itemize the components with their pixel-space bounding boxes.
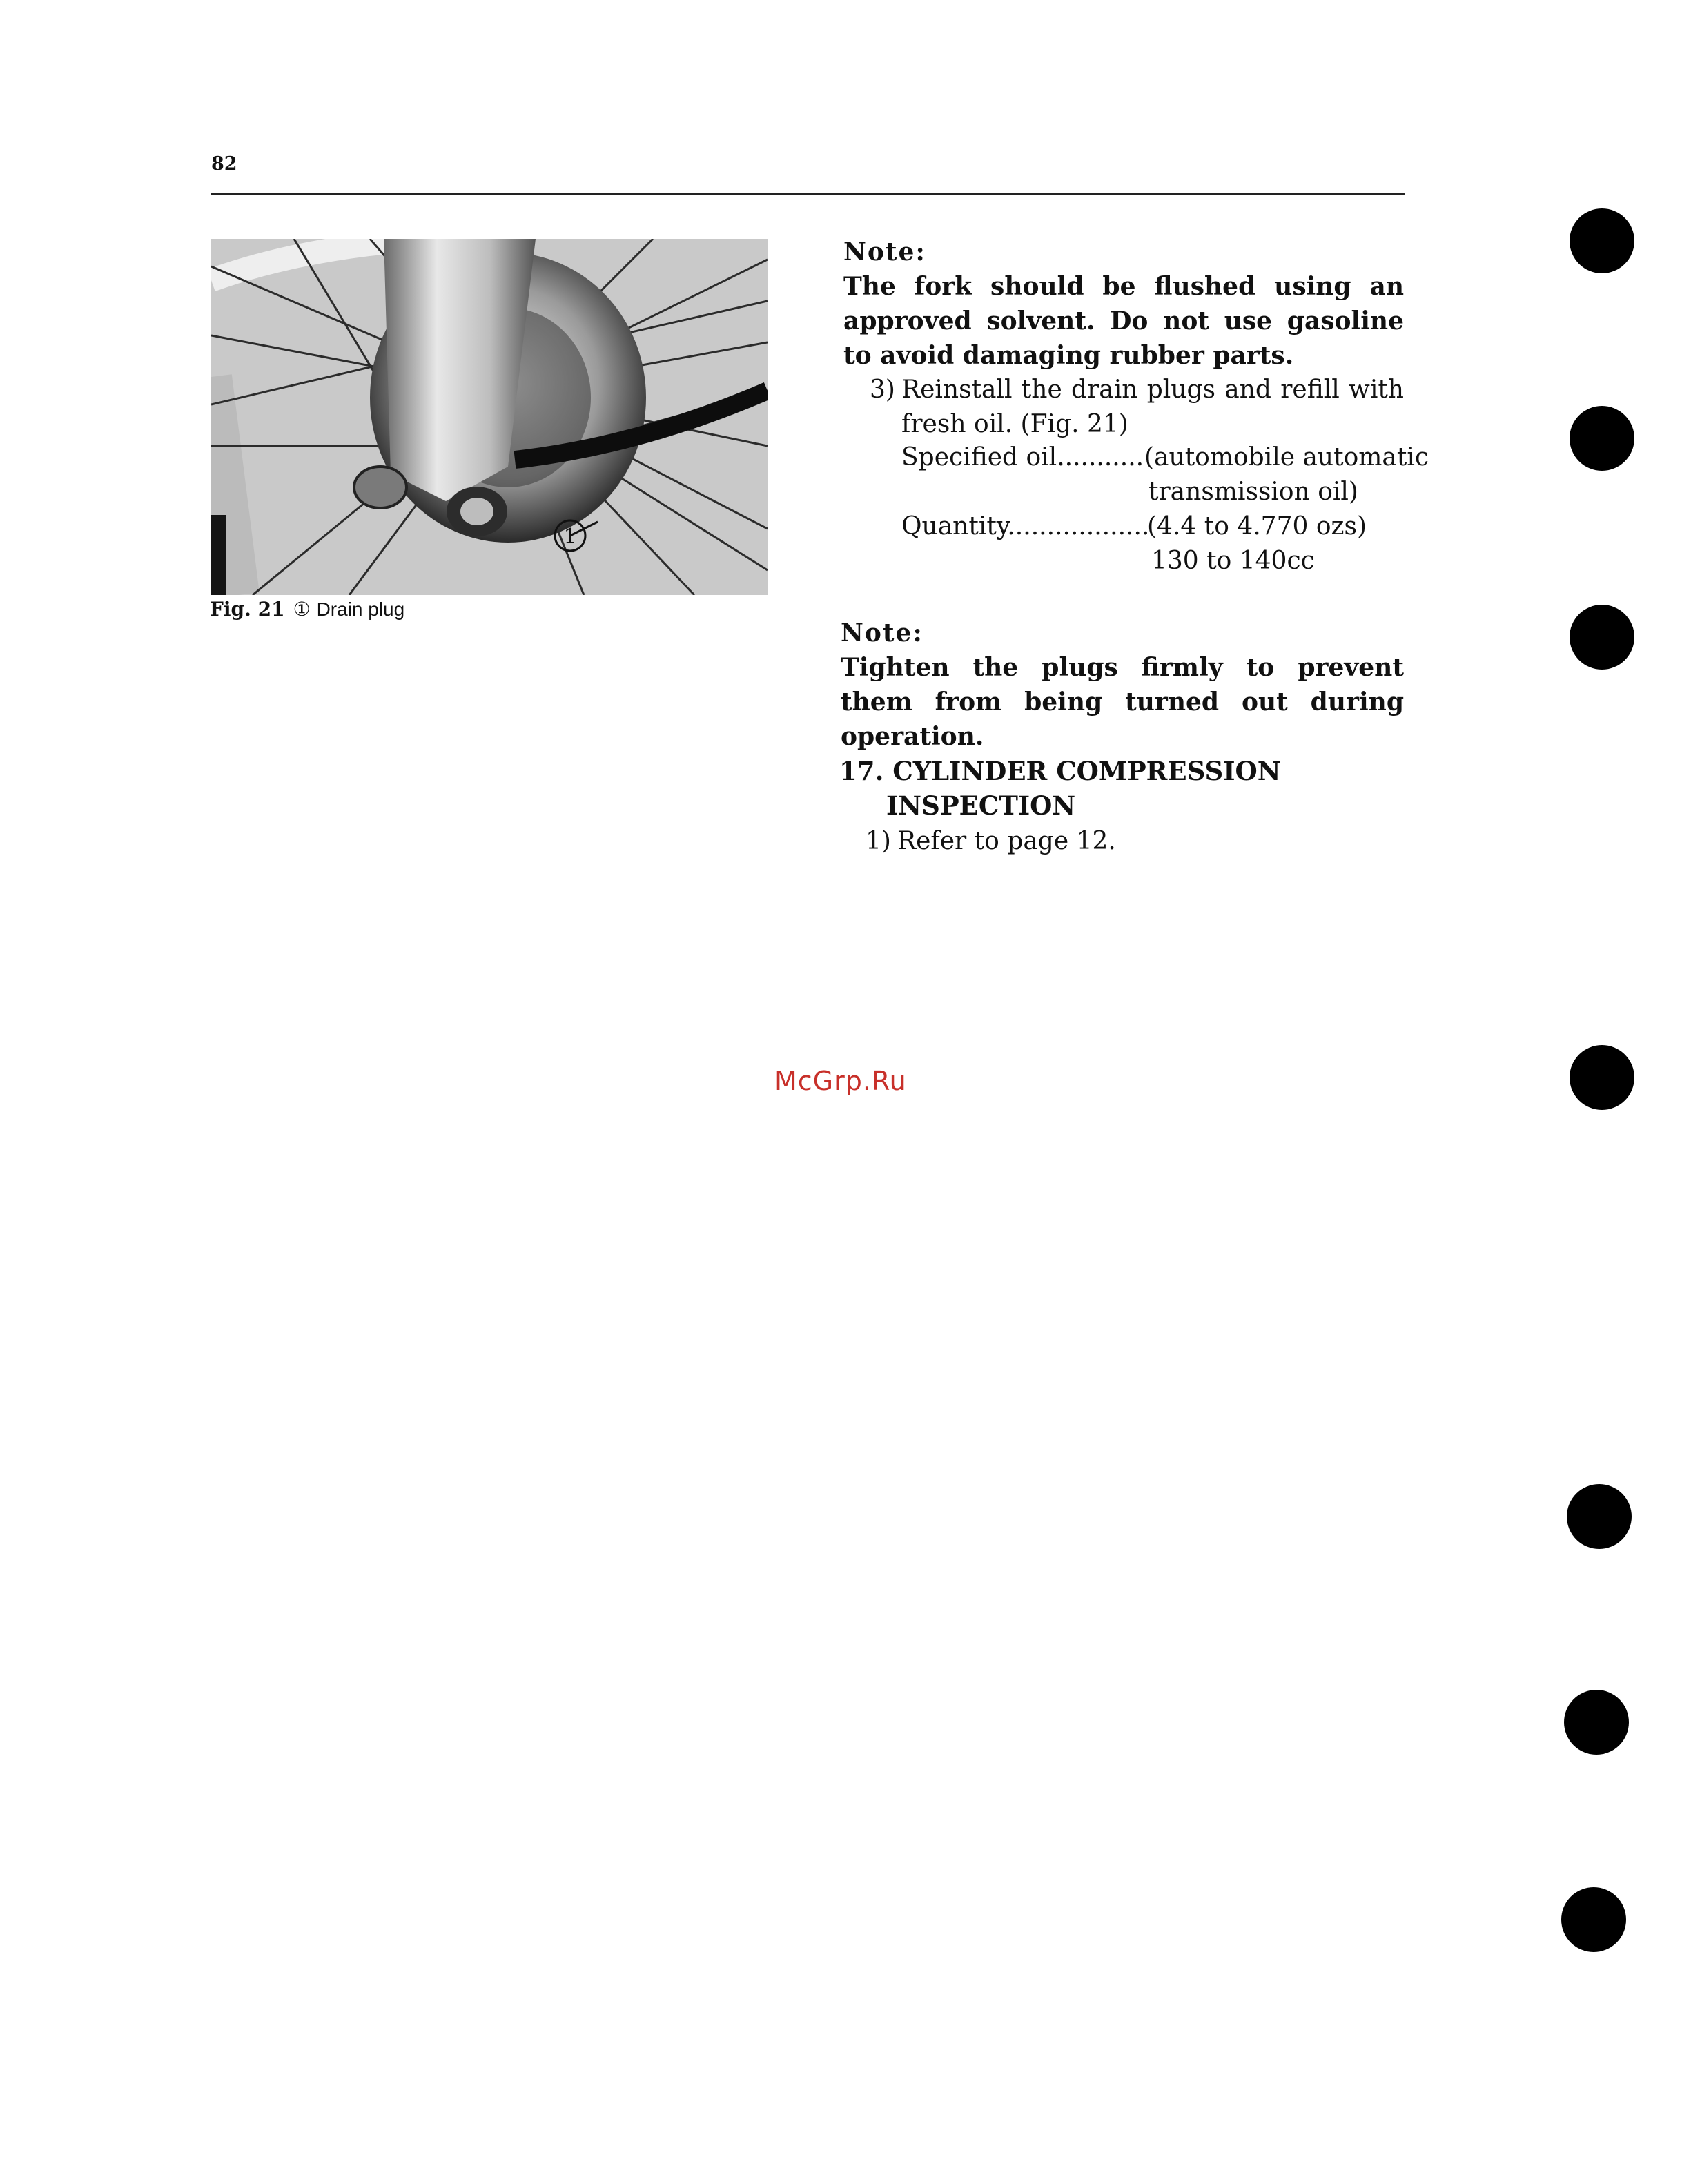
spec-oil-label: Specified oil........... (901, 443, 1144, 471)
figure-caption (210, 598, 404, 621)
binder-hole-6 (1564, 1690, 1629, 1755)
section-title-line-2: INSPECTION (886, 790, 1076, 821)
wheel-hub-photo-illustration (211, 239, 768, 595)
binder-hole-3 (1570, 605, 1634, 670)
section-17-heading (839, 754, 1364, 823)
binder-hole-2 (1570, 406, 1634, 471)
spec-quantity-label: Quantity.................. (901, 512, 1150, 540)
note-2-body: Tighten the plugs firmly to prevent them from being turned out during operation. (841, 653, 1404, 751)
watermark: McGrp.Ru (774, 1066, 907, 1096)
note-2 (841, 616, 1404, 754)
header-rule (211, 193, 1405, 195)
section-number: 17. (839, 756, 884, 786)
binder-hole-1 (1570, 208, 1634, 273)
binder-hole-5 (1567, 1484, 1632, 1549)
section-17-step-1-number: 1) (866, 827, 891, 855)
figure-callout-marker: 1 (563, 525, 577, 549)
callout-text: Drain plug (316, 598, 405, 620)
figure-label: Fig. 21 (210, 598, 285, 621)
section-title-line-1: CYLINDER COMPRESSION (892, 756, 1281, 786)
figure-photo (211, 239, 768, 595)
note-1-body: The fork should be flushed using an approved solvent. Do not use gasoline to avoid damaging rubber parts. (843, 272, 1404, 370)
spec-oil-value-line-2: transmission oil) (1148, 478, 1358, 506)
callout-marker: ① (293, 598, 311, 621)
spec-oil-value-line-1: (automobile automatic (1144, 443, 1429, 471)
note-2-label: Note: (841, 618, 923, 647)
binder-hole-4 (1570, 1045, 1634, 1110)
step-3-number: 3) (870, 376, 895, 404)
page-number: 82 (211, 153, 237, 175)
binder-hole-7 (1561, 1887, 1626, 1952)
section-17-step-1-text: Refer to page 12. (897, 827, 1116, 855)
spec-quantity-value-line-1: (4.4 to 4.770 ozs) (1147, 512, 1367, 540)
note-1 (843, 235, 1404, 373)
note-1-label: Note: (843, 237, 926, 266)
step-3-text: Reinstall the drain plugs and refill with fresh oil. (Fig. 21) (901, 376, 1404, 438)
spec-quantity-value-line-2: 130 to 140cc (1151, 547, 1315, 575)
